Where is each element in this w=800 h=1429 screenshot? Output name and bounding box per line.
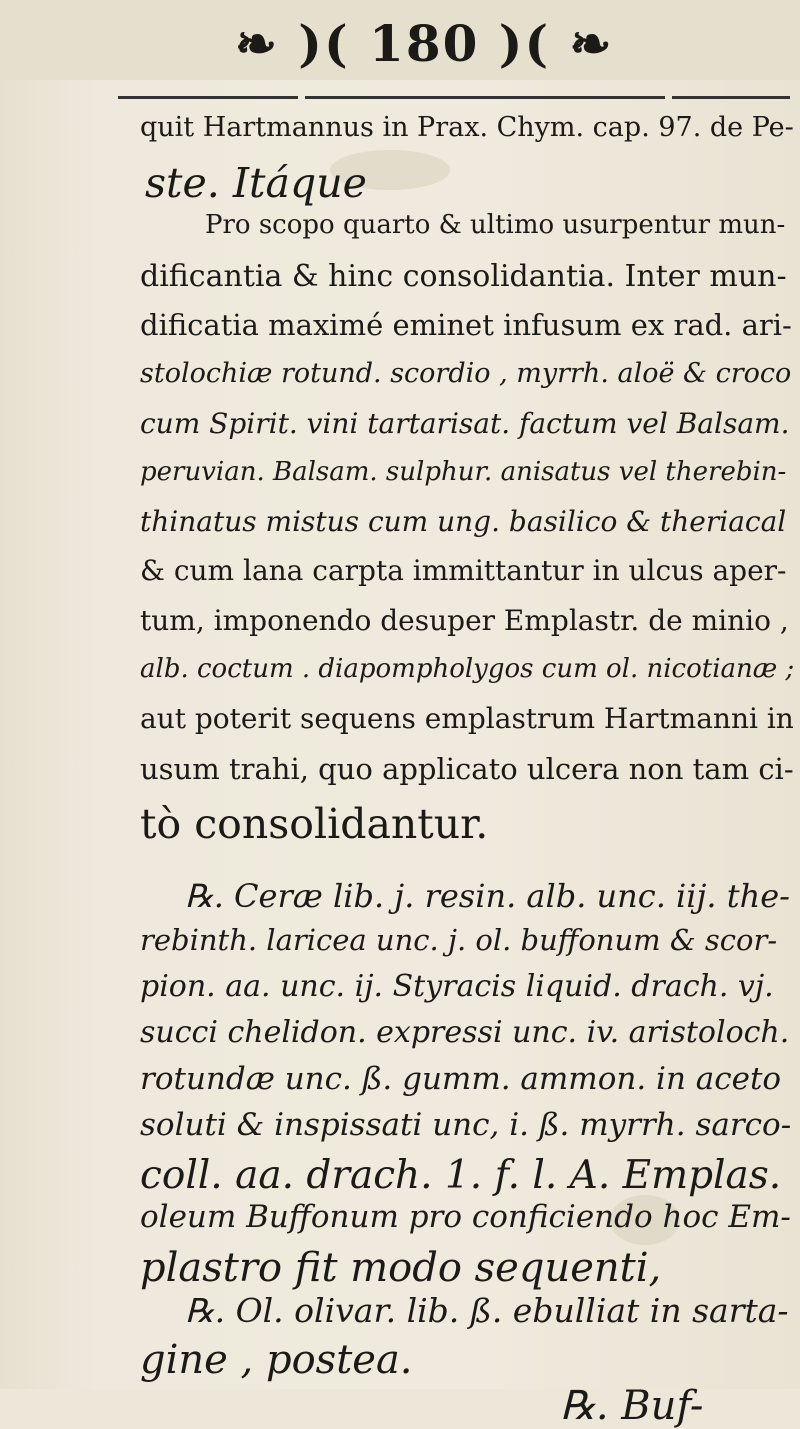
header-rule-center	[305, 96, 665, 99]
recipe-line: rebinth. laricea unc. j. ol. buffonum & scor-	[140, 923, 778, 957]
text-line: usum trahi, quo applicato ulcera non tam ci-	[140, 752, 794, 786]
text-line: dificatia maximé eminet infusum ex rad. ari-	[140, 308, 792, 342]
text-line: thinatus mistus cum ung. basilico & theriacal	[140, 505, 787, 538]
recipe-line: rotundæ unc. ß. gumm. ammon. in aceto	[140, 1061, 782, 1097]
page-number-header: ❧ )( 180 )( ❧	[235, 14, 614, 73]
text-line: tum, imponendo desuper Emplastr. de minio ,	[140, 604, 789, 637]
recipe-line: oleum Buffonum pro conficiendo hoc Em-	[140, 1199, 791, 1235]
recipe-line: ℞. Buf-	[560, 1383, 704, 1429]
text-line: Pro scopo quarto & ultimo usurpentur mun-	[205, 210, 786, 240]
text-line: stolochiæ rotund. scordio , myrrh. aloë & croco	[140, 358, 792, 389]
text-line: aut poterit sequens emplastrum Hartmanni in	[140, 702, 794, 735]
recipe-line: soluti & inspissati unc, i. ß. myrrh. sarco-	[140, 1107, 792, 1143]
recipe-line: coll. aa. drach. 1. f. l. A. Emplas.	[140, 1153, 782, 1198]
recipe-line: ℞. Ceræ lib. j. resin. alb. unc. iij. the-	[185, 877, 790, 915]
page-header	[0, 0, 800, 80]
text-line: dificantia & hinc consolidantia. Inter mun-	[140, 259, 787, 294]
recipe-line: pion. aa. unc. ij. Styracis liquid. drach. vj.	[140, 969, 774, 1004]
text-line: quit Hartmannus in Prax. Chym. cap. 97. de Pe-	[140, 112, 794, 143]
text-line: ste. Itáque	[145, 159, 367, 207]
recipe-line: succi chelidon. expressi unc. iv. aristoloch.	[140, 1015, 790, 1050]
recipe-line: ℞. Ol. olivar. lib. ß. ebulliat in sarta-	[185, 1291, 789, 1330]
text-line: cum Spirit. vini tartarisat. factum vel Balsam.	[140, 407, 790, 440]
text-line: peruvian. Balsam. sulphur. anisatus vel therebin-	[140, 457, 787, 487]
recipe-line: plastro fit modo sequenti,	[140, 1245, 662, 1291]
text-line: alb. coctum . diapompholygos cum ol. nicotianæ ;	[140, 654, 795, 684]
header-rule-left	[118, 96, 298, 99]
recipe-line: gine , postea.	[140, 1337, 413, 1383]
header-rule-right	[672, 96, 790, 99]
text-line: & cum lana carpta immittantur in ulcus aper-	[140, 554, 787, 587]
text-line: tò consolidantur.	[140, 800, 489, 848]
